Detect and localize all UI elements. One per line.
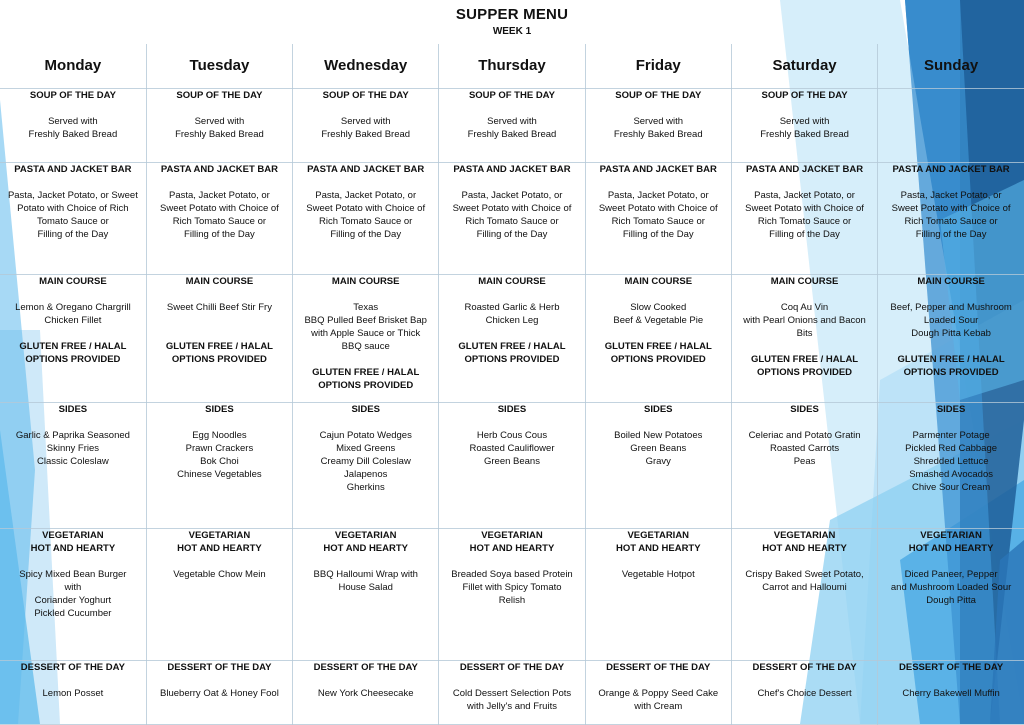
main-item: BBQ Pulled Beef Brisket Bap xyxy=(304,314,427,326)
pasta-heading: PASTA AND JACKET BAR xyxy=(160,163,278,175)
soup-item: Freshly Baked Bread xyxy=(321,128,411,140)
pasta-item: Pasta, Jacket Potato, or xyxy=(315,189,417,201)
sides-heading: SIDES xyxy=(644,403,673,415)
pasta-heading: PASTA AND JACKET BAR xyxy=(745,163,864,175)
pasta-cell xyxy=(731,162,877,274)
sides-cell xyxy=(293,402,439,528)
main-item: Beef & Vegetable Pie xyxy=(613,314,704,326)
main-item: Texas xyxy=(353,301,379,313)
sides-heading: SIDES xyxy=(936,403,966,415)
sides-item: Peas xyxy=(793,455,816,467)
sides-item: Bok Choi xyxy=(200,455,239,467)
sides-cell xyxy=(0,402,146,528)
gluten-free-note: OPTIONS PROVIDED xyxy=(757,366,853,378)
sides-item: Chinese Vegetables xyxy=(177,468,262,480)
dessert-item: with Cream xyxy=(634,700,683,712)
gluten-free-note: GLUTEN FREE / HALAL xyxy=(750,353,859,365)
dessert-cell xyxy=(439,660,585,724)
veg-item: Spicy Mixed Bean Burger xyxy=(19,568,127,580)
sides-item: Roasted Carrots xyxy=(769,442,840,454)
dessert-cell xyxy=(146,660,292,724)
pasta-heading: PASTA AND JACKET BAR xyxy=(14,163,132,175)
veg-item: BBQ Halloumi Wrap with xyxy=(313,568,418,580)
soup-cell xyxy=(0,88,146,162)
pasta-item: Potato with Choice of Rich xyxy=(17,202,129,214)
pasta-item: Sweet Potato with Choice of xyxy=(745,202,864,214)
soup-item: Served with xyxy=(194,115,245,127)
pasta-item: Sweet Potato with Choice of xyxy=(891,202,1011,214)
sides-heading: SIDES xyxy=(58,403,88,415)
main-item: BBQ sauce xyxy=(341,340,390,352)
main-item xyxy=(151,314,288,327)
menu-table xyxy=(0,44,1024,725)
main-item: with Pearl Onions and Bacon xyxy=(743,314,866,326)
sides-heading: SIDES xyxy=(790,403,819,415)
soup-cell xyxy=(146,88,292,162)
main-cell xyxy=(439,274,585,402)
sides-cell xyxy=(878,402,1024,528)
dessert-item: with Jelly's and Fruits xyxy=(466,700,557,712)
gluten-free-note: OPTIONS PROVIDED xyxy=(903,366,999,378)
veg-heading: VEGETARIAN xyxy=(42,529,104,541)
pasta-item: Sweet Potato with Choice of xyxy=(160,202,279,214)
pasta-heading: PASTA AND JACKET BAR xyxy=(307,163,425,175)
soup-heading: SOUP OF THE DAY xyxy=(761,89,848,101)
sides-item: Gherkins xyxy=(346,481,385,493)
day-header: Thursday xyxy=(439,44,585,88)
pasta-item: Sweet Potato with Choice of xyxy=(452,202,572,214)
veg-item: Vegetable Hotpot xyxy=(621,568,695,580)
gluten-free-note: GLUTEN FREE / HALAL xyxy=(19,340,127,352)
sides-item: Chive Sour Cream xyxy=(912,481,991,493)
dessert-item: Chef's Choice Dessert xyxy=(757,687,852,699)
pasta-cell xyxy=(585,162,731,274)
pasta-item: Rich Tomato Sauce or xyxy=(904,215,998,227)
main-row xyxy=(0,274,1024,402)
pasta-item: Rich Tomato Sauce or xyxy=(465,215,559,227)
veg-item: Crispy Baked Sweet Potato, xyxy=(745,568,864,580)
pasta-cell xyxy=(0,162,146,274)
veg-heading: VEGETARIAN xyxy=(481,529,543,541)
veg-heading: HOT AND HEARTY xyxy=(908,542,994,554)
main-cell xyxy=(585,274,731,402)
veg-heading: VEGETARIAN xyxy=(627,529,690,541)
sides-item: Smashed Avocados xyxy=(909,468,993,480)
sides-item: Gravy xyxy=(645,455,671,467)
pasta-item: Pasta, Jacket Potato, or xyxy=(900,189,1002,201)
pasta-cell xyxy=(146,162,292,274)
sides-item: Green Beans xyxy=(630,442,687,454)
day-header: Friday xyxy=(585,44,731,88)
veg-item: Dough Pitta xyxy=(926,594,976,606)
sides-item: Skinny Fries xyxy=(46,442,100,454)
soup-heading: SOUP OF THE DAY xyxy=(29,89,116,101)
dessert-heading: DESSERT OF THE DAY xyxy=(313,661,418,673)
veg-item: Pickled Cucumber xyxy=(34,607,112,619)
soup-item: Freshly Baked Bread xyxy=(175,128,264,140)
dessert-heading: DESSERT OF THE DAY xyxy=(752,661,857,673)
dessert-row xyxy=(0,660,1024,724)
pasta-item: Pasta, Jacket Potato, or xyxy=(754,189,855,201)
sides-item: Cajun Potato Wedges xyxy=(319,429,412,441)
gluten-free-note: GLUTEN FREE / HALAL xyxy=(165,340,273,352)
sides-item: Shredded Lettuce xyxy=(913,455,989,467)
dessert-item: Orange & Poppy Seed Cake xyxy=(598,687,719,699)
veg-item: with xyxy=(64,581,82,593)
veg-cell xyxy=(731,528,877,660)
pasta-item: Rich Tomato Sauce or xyxy=(611,215,705,227)
main-item: Lemon & Oregano Chargrill xyxy=(15,301,131,313)
sides-heading: SIDES xyxy=(351,403,380,415)
main-cell xyxy=(878,274,1024,402)
pasta-item: Filling of the Day xyxy=(476,228,548,240)
main-item: Bits xyxy=(796,327,813,339)
gluten-free-note: GLUTEN FREE / HALAL xyxy=(604,340,712,352)
sides-item: Classic Coleslaw xyxy=(36,455,109,467)
dessert-item: New York Cheesecake xyxy=(317,687,414,699)
sides-item: Creamy Dill Coleslaw xyxy=(320,455,411,467)
sides-cell xyxy=(585,402,731,528)
soup-heading: SOUP OF THE DAY xyxy=(468,89,556,101)
sides-cell xyxy=(731,402,877,528)
menu-week: WEEK 1 xyxy=(492,26,532,37)
sides-heading: SIDES xyxy=(205,403,234,415)
gluten-free-note: OPTIONS PROVIDED xyxy=(171,353,267,365)
pasta-item: Filling of the Day xyxy=(915,228,987,240)
main-heading: MAIN COURSE xyxy=(185,275,254,287)
soup-item: Served with xyxy=(487,115,537,127)
pasta-item: Filling of the Day xyxy=(37,228,109,240)
main-cell xyxy=(146,274,292,402)
veg-heading: HOT AND HEARTY xyxy=(762,542,847,554)
dessert-heading: DESSERT OF THE DAY xyxy=(167,661,272,673)
soup-item: Served with xyxy=(633,115,684,127)
soup-item: Served with xyxy=(779,115,830,127)
pasta-item: Sweet Potato with Choice of xyxy=(306,202,426,214)
main-item: Roasted Garlic & Herb xyxy=(464,301,560,313)
pasta-item: Rich Tomato Sauce or xyxy=(757,215,852,227)
pasta-cell xyxy=(439,162,585,274)
gluten-free-note: GLUTEN FREE / HALAL xyxy=(312,366,420,378)
day-header: Wednesday xyxy=(293,44,439,88)
pasta-cell xyxy=(878,162,1024,274)
dessert-item: Cold Dessert Selection Pots xyxy=(452,687,572,699)
sides-item: Parmenter Potage xyxy=(912,429,990,441)
soup-item: Freshly Baked Bread xyxy=(467,128,557,140)
main-item: Slow Cooked xyxy=(630,301,687,313)
soup-cell xyxy=(585,88,731,162)
main-heading: MAIN COURSE xyxy=(39,275,107,287)
pasta-item: Pasta, Jacket Potato, or xyxy=(168,189,270,201)
veg-heading: HOT AND HEARTY xyxy=(615,542,701,554)
soup-row xyxy=(0,88,1024,162)
veg-heading: VEGETARIAN xyxy=(188,529,251,541)
soup-item: Freshly Baked Bread xyxy=(28,128,118,140)
sides-item: Boiled New Potatoes xyxy=(614,429,703,441)
main-heading: MAIN COURSE xyxy=(331,275,400,287)
soup-heading: SOUP OF THE DAY xyxy=(615,89,702,101)
day-header: Monday xyxy=(0,44,146,88)
sides-item: Jalapenos xyxy=(344,468,388,480)
main-item: Loaded Sour xyxy=(923,314,979,326)
pasta-row xyxy=(0,162,1024,274)
gluten-free-note: OPTIONS PROVIDED xyxy=(610,353,706,365)
dessert-item: Cherry Bakewell Muffin xyxy=(902,687,1000,699)
veg-heading: VEGETARIAN xyxy=(334,529,397,541)
main-cell xyxy=(0,274,146,402)
sides-item: Egg Noodles xyxy=(192,429,247,441)
pasta-item: Pasta, Jacket Potato, or xyxy=(607,189,709,201)
soup-heading: SOUP OF THE DAY xyxy=(176,89,263,101)
veg-item: Fillet with Spicy Tomato xyxy=(462,581,562,593)
veg-row xyxy=(0,528,1024,660)
sides-row xyxy=(0,402,1024,528)
menu-title: SUPPER MENU xyxy=(455,6,569,23)
dessert-cell xyxy=(731,660,877,724)
sides-item: Prawn Crackers xyxy=(185,442,254,454)
pasta-item: Rich Tomato Sauce or xyxy=(172,215,267,227)
soup-item: Served with xyxy=(340,115,391,127)
sides-item: Roasted Cauliflower xyxy=(469,442,555,454)
soup-cell xyxy=(878,88,1024,162)
pasta-item: Pasta, Jacket Potato, or xyxy=(461,189,563,201)
day-header: Sunday xyxy=(878,44,1024,88)
dessert-heading: DESSERT OF THE DAY xyxy=(606,661,711,673)
dessert-item: Blueberry Oat & Honey Fool xyxy=(160,687,279,699)
main-item: Dough Pitta Kebab xyxy=(911,327,991,339)
main-item: Sweet Chilli Beef Stir Fry xyxy=(166,301,272,313)
pasta-cell xyxy=(293,162,439,274)
sides-heading: SIDES xyxy=(497,403,527,415)
soup-cell xyxy=(439,88,585,162)
sides-item: Celeriac and Potato Gratin xyxy=(748,429,861,441)
pasta-item: Rich Tomato Sauce or xyxy=(319,215,413,227)
veg-cell xyxy=(878,528,1024,660)
pasta-item: Filling of the Day xyxy=(184,228,255,240)
veg-cell xyxy=(146,528,292,660)
main-cell xyxy=(731,274,877,402)
pasta-item: Filling of the Day xyxy=(622,228,694,240)
veg-heading: HOT AND HEARTY xyxy=(469,542,555,554)
soup-heading: SOUP OF THE DAY xyxy=(322,89,409,101)
pasta-item: Filling of the Day xyxy=(330,228,402,240)
gluten-free-note: OPTIONS PROVIDED xyxy=(318,379,414,391)
main-item: Chicken Leg xyxy=(485,314,539,326)
veg-heading: VEGETARIAN xyxy=(920,529,982,541)
veg-item: Carrot and Halloumi xyxy=(762,581,847,593)
soup-cell xyxy=(731,88,877,162)
main-item: Chicken Fillet xyxy=(44,314,102,326)
dessert-cell xyxy=(293,660,439,724)
veg-heading: VEGETARIAN xyxy=(773,529,836,541)
main-item: Coq Au Vin xyxy=(780,301,829,313)
sides-item: Herb Cous Cous xyxy=(476,429,548,441)
veg-item: Vegetable Chow Mein xyxy=(173,568,266,580)
dessert-cell xyxy=(585,660,731,724)
main-item: with Apple Sauce or Thick xyxy=(311,327,421,339)
pasta-heading: PASTA AND JACKET BAR xyxy=(892,163,1010,175)
veg-heading: HOT AND HEARTY xyxy=(30,542,116,554)
veg-item: Coriander Yoghurt xyxy=(34,594,112,606)
dessert-item: Lemon Posset xyxy=(42,687,104,699)
veg-item: House Salad xyxy=(338,581,393,593)
day-header-row xyxy=(0,44,1024,88)
dessert-heading: DESSERT OF THE DAY xyxy=(20,661,125,673)
sides-cell xyxy=(439,402,585,528)
veg-item: and Mushroom Loaded Sour xyxy=(890,581,1012,593)
gluten-free-note: GLUTEN FREE / HALAL xyxy=(897,353,1005,365)
veg-item: Relish xyxy=(498,594,526,606)
sides-cell xyxy=(146,402,292,528)
veg-cell xyxy=(585,528,731,660)
dessert-heading: DESSERT OF THE DAY xyxy=(899,661,1004,673)
gluten-free-note: OPTIONS PROVIDED xyxy=(25,353,121,365)
veg-cell xyxy=(0,528,146,660)
pasta-item: Filling of the Day xyxy=(769,228,840,240)
day-header: Saturday xyxy=(731,44,877,88)
pasta-item: Tomato Sauce or xyxy=(36,215,109,227)
veg-item: Diced Paneer, Pepper xyxy=(904,568,998,580)
veg-heading: HOT AND HEARTY xyxy=(323,542,409,554)
sides-item: Pickled Red Cabbage xyxy=(905,442,998,454)
gluten-free-note: GLUTEN FREE / HALAL xyxy=(458,340,566,352)
main-heading: MAIN COURSE xyxy=(917,275,985,287)
veg-item: Breaded Soya based Protein xyxy=(451,568,573,580)
dessert-cell xyxy=(878,660,1024,724)
pasta-item: Sweet Potato with Choice of xyxy=(598,202,718,214)
soup-cell xyxy=(293,88,439,162)
pasta-heading: PASTA AND JACKET BAR xyxy=(599,163,717,175)
pasta-item: Pasta, Jacket Potato, or Sweet xyxy=(7,189,138,201)
sides-item: Green Beans xyxy=(483,455,540,467)
dessert-heading: DESSERT OF THE DAY xyxy=(459,661,565,673)
soup-item: Freshly Baked Bread xyxy=(613,128,703,140)
sides-item: Mixed Greens xyxy=(336,442,396,454)
main-heading: MAIN COURSE xyxy=(770,275,839,287)
veg-heading: HOT AND HEARTY xyxy=(177,542,262,554)
sides-item: Garlic & Paprika Seasoned xyxy=(15,429,130,441)
soup-item: Served with xyxy=(48,115,98,127)
day-header: Tuesday xyxy=(146,44,292,88)
main-heading: MAIN COURSE xyxy=(624,275,693,287)
veg-cell xyxy=(439,528,585,660)
main-heading: MAIN COURSE xyxy=(478,275,546,287)
veg-cell xyxy=(293,528,439,660)
main-cell xyxy=(293,274,439,402)
gluten-free-note: OPTIONS PROVIDED xyxy=(464,353,560,365)
dessert-cell xyxy=(0,660,146,724)
main-item: Beef, Pepper and Mushroom xyxy=(890,301,1012,313)
soup-item: Freshly Baked Bread xyxy=(760,128,849,140)
pasta-heading: PASTA AND JACKET BAR xyxy=(453,163,571,175)
